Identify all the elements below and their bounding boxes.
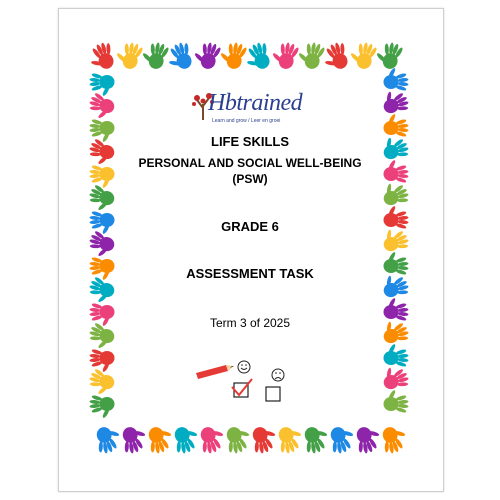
term-label: Term 3 of 2025: [209, 316, 291, 330]
grade-title: GRADE 6: [221, 219, 279, 234]
assessment-illustration: [192, 355, 302, 410]
logo-tagline: Learn and grow / Leer en groei: [212, 118, 281, 124]
sad-face-icon: [272, 369, 284, 381]
task-title: ASSESSMENT TASK: [186, 266, 314, 281]
subject-title: LIFE SKILLS: [211, 134, 289, 149]
logo: [190, 90, 320, 130]
logo-brand: Hbtrained: [208, 90, 303, 116]
document-page: [58, 8, 444, 492]
smiley-face-icon: [238, 361, 250, 373]
pencil-icon: [196, 365, 234, 379]
topic-line-1: PERSONAL AND SOCIAL WELL-BEING: [138, 156, 362, 170]
topic-line-2: (PSW): [232, 172, 268, 186]
checkbox-checked-icon: [232, 379, 252, 397]
checkbox-empty-icon: [266, 387, 280, 401]
